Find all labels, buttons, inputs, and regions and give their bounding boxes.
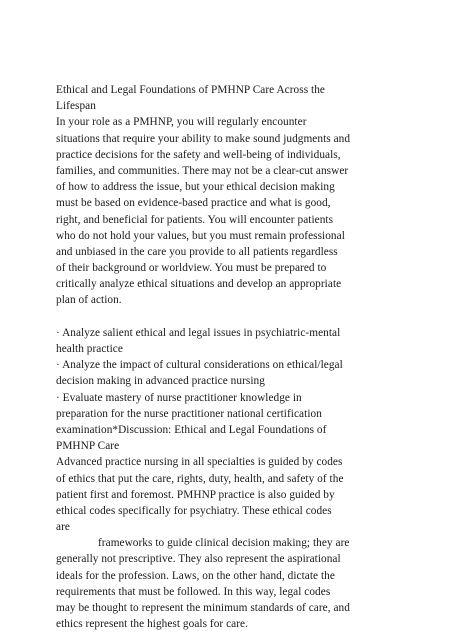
text-line: situations that require your ability to make sound judgments and xyxy=(56,132,351,145)
objectives-paragraph xyxy=(56,325,406,535)
text-line: Ethical and Legal Foundations of PMHNP Care Across the xyxy=(56,84,325,96)
text-line: of ethics that put the care, rights, duty, health, and safety of the xyxy=(56,472,344,485)
text-line: · Evaluate mastery of nurse practitioner knowledge in xyxy=(56,391,302,404)
document-body xyxy=(56,82,406,632)
text-line: generally not prescriptive. They also represent the aspirational xyxy=(56,553,341,566)
text-line: and unbiased in the care you provide to all patients regardless xyxy=(56,245,338,258)
text-line: right, and beneficial for patients. You will encounter patients xyxy=(56,213,334,226)
text-line: of how to address the issue, but your ethical decision making xyxy=(56,181,335,194)
text-line: ideals for the profession. Laws, on the other hand, dictate the xyxy=(56,569,335,582)
text-line: may be thought to represent the minimum standards of care, and xyxy=(56,602,350,614)
text-line: Advanced practice nursing in all specialties is guided by codes xyxy=(56,456,343,469)
text-line-indented: frameworks to guide clinical decision making; they are xyxy=(98,537,350,550)
text-line: practice decisions for the safety and well-being of individuals, xyxy=(56,148,341,161)
text-line: plan of action. xyxy=(56,294,122,307)
text-line: ethical codes specifically for psychiatry. These ethical codes xyxy=(56,504,332,517)
text-line: Lifespan xyxy=(56,100,96,113)
text-line: are xyxy=(56,521,70,534)
text-line: · Analyze the impact of cultural considerations on ethical/legal xyxy=(56,359,343,372)
text-line: requirements that must be followed. In this way, legal codes xyxy=(56,585,331,598)
intro-paragraph xyxy=(56,82,406,309)
text-line: preparation for the nurse practitioner national certification xyxy=(56,407,322,420)
paragraph-gap xyxy=(56,309,406,325)
text-line: examination*Discussion: Ethical and Legal Foundations of xyxy=(56,423,327,436)
text-line: In your role as a PMHNP, you will regularly encounter xyxy=(56,116,307,129)
text-line: PMHNP Care xyxy=(56,440,120,453)
text-line: who do not hold your values, but you must remain professional xyxy=(56,229,345,242)
text-line: critically analyze ethical situations and develop an appropriate xyxy=(56,278,342,291)
text-line: patient first and foremost. PMHNP practice is also guided by xyxy=(56,488,335,501)
frameworks-paragraph xyxy=(56,535,406,632)
text-line: of their background or worldview. You must be prepared to xyxy=(56,262,327,275)
text-line: ethics represent the highest goals for care. xyxy=(56,618,248,631)
text-line: must be based on evidence-based practice and what is good, xyxy=(56,197,331,210)
text-line: · Analyze salient ethical and legal issues in psychiatric-mental xyxy=(56,326,341,339)
text-line: families, and communities. There may not be a clear-cut answer xyxy=(56,164,349,177)
text-line: health practice xyxy=(56,343,123,355)
text-line: decision making in advanced practice nursing xyxy=(56,375,265,388)
